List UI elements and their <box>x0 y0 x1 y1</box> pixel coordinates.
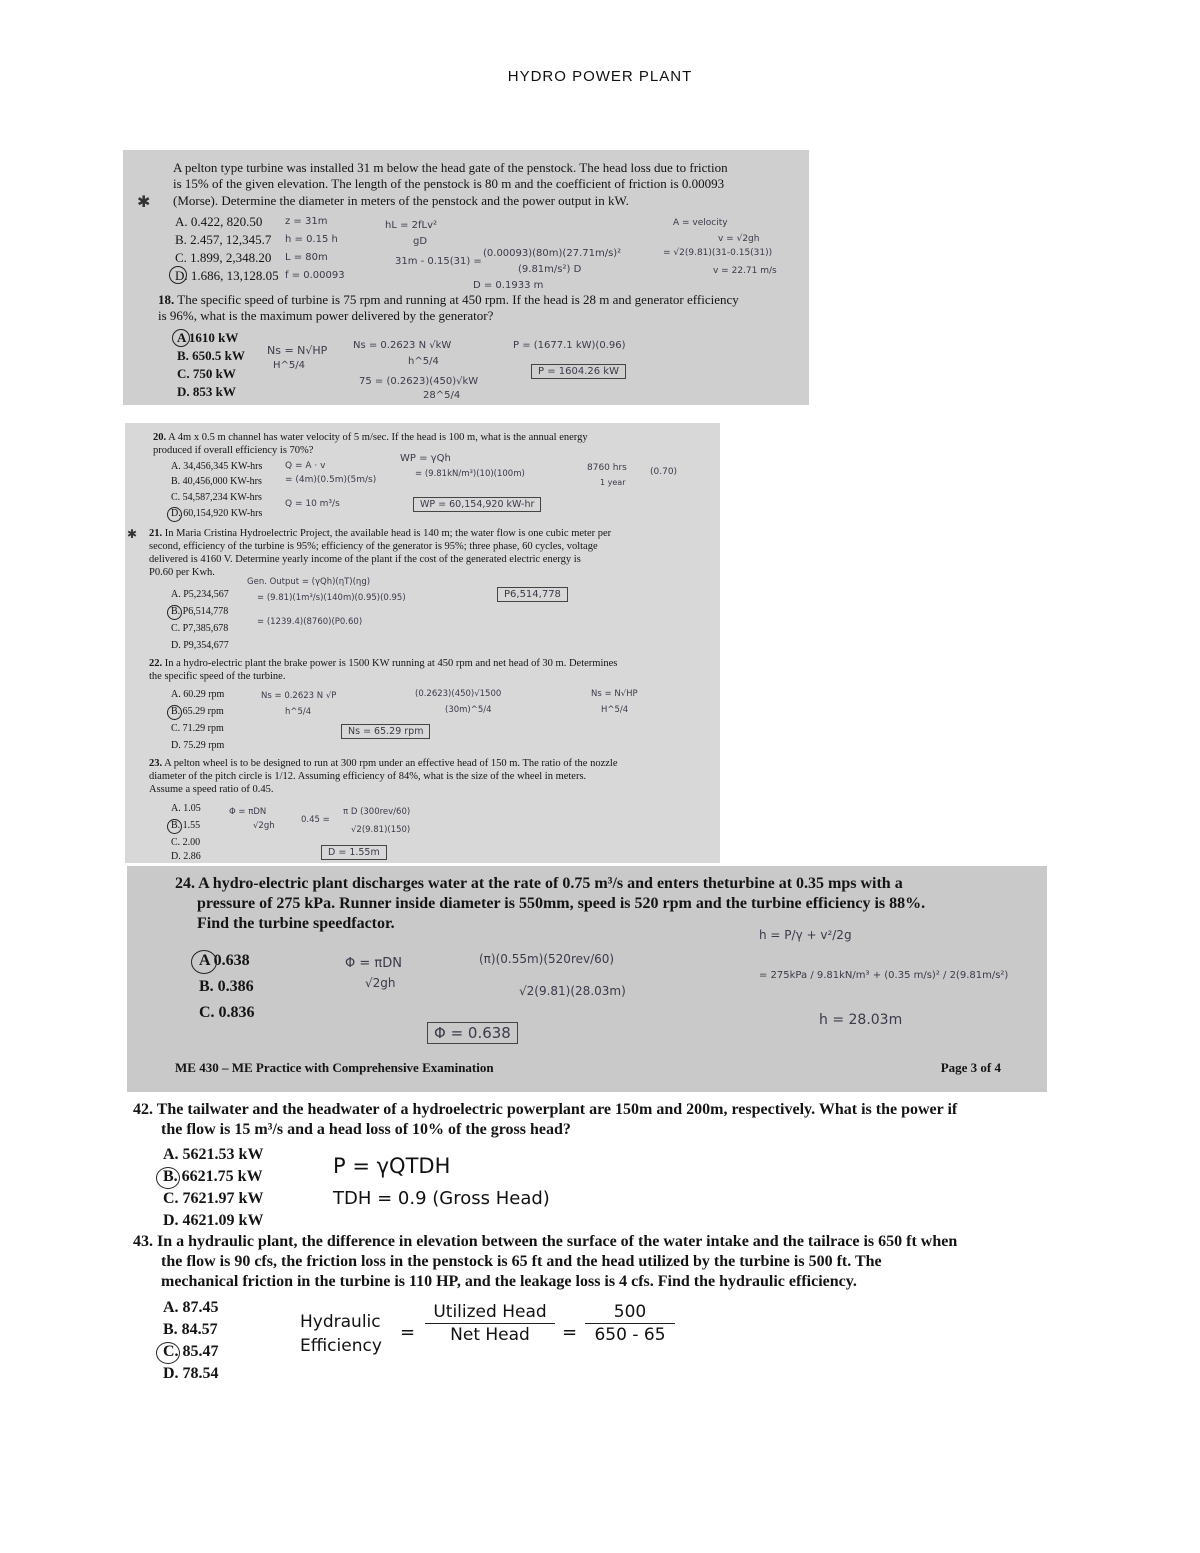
star-mark-icon: ✱ <box>137 192 151 211</box>
scanned-photo-2 <box>125 423 720 863</box>
hw-note: 1 year <box>600 478 626 487</box>
q22-option-d: D. 75.29 rpm <box>171 740 225 751</box>
hw-note: Q = A · v <box>285 461 326 471</box>
question-24-stem-3: Find the turbine speedfactor. <box>197 915 395 932</box>
question-21-stem-1: In Maria Cristina Hydroelectric Project, the available head is 140 m; the water flow is one cubic meter per <box>164 528 612 539</box>
question-42-number: 42. <box>133 1101 153 1118</box>
question-21-number: 21. <box>149 528 163 539</box>
q20-option-d: D. 60,154,920 KW-hrs <box>171 508 263 519</box>
q21-option-b: B. P6,514,778 <box>171 606 229 617</box>
question-21 <box>149 527 709 580</box>
hw-note: = (1239.4)(8760)(P0.60) <box>257 617 363 627</box>
hw-note: TDH = 0.9 (Gross Head) <box>333 1188 550 1209</box>
hw-note: √2(9.81)(150) <box>351 825 411 835</box>
hw-note: = (4m)(0.5m)(5m/s) <box>285 475 377 485</box>
question-22-stem-2: the specific speed of the turbine. <box>149 671 286 683</box>
answer-circle <box>156 1167 180 1189</box>
hw-note: v = √2gh <box>718 234 760 244</box>
answer-circle <box>167 819 182 834</box>
question-23-stem-3: Assume a speed ratio of 0.45. <box>149 784 274 796</box>
question-24-stem-1: A hydro-electric plant discharges water at the rate of 0.75 m³/s and enters theturbine at 0.35 mps with a <box>198 875 903 892</box>
hw-note: Φ = πDN <box>229 807 267 817</box>
hw-note: Q = 10 m³/s <box>285 499 340 509</box>
question-43-number: 43. <box>133 1233 153 1250</box>
question-17-stem-1: A pelton type turbine was installed 31 m below the head gate of the penstock. The head loss due to friction <box>173 160 728 175</box>
question-17-stem-3: (Morse). Determine the diameter in meters of the penstock and the power output in kW. <box>173 192 629 208</box>
question-24-number: 24. <box>175 875 195 892</box>
q23-option-a: A. 1.05 <box>171 803 201 814</box>
q18-option-b: B. 650.5 kW <box>177 348 245 363</box>
hw-note: h = 28.03m <box>819 1012 903 1028</box>
answer-circle <box>191 950 217 974</box>
hw-note: (30m)^5/4 <box>445 705 492 715</box>
q23-option-b: B. 1.55 <box>171 820 201 831</box>
hw-note: = (9.81)(1m³/s)(140m)(0.95)(0.95) <box>257 593 406 603</box>
q17-option-c: C. 1.899, 2,348.20 <box>175 250 272 265</box>
question-20-stem-1: A 4m x 0.5 m channel has water velocity of 5 m/sec. If the head is 100 m, what is the annual energy <box>168 432 588 443</box>
hw-fraction-1 <box>425 1302 555 1345</box>
page-title: HYDRO POWER PLANT <box>507 68 693 85</box>
question-24-stem-2: pressure of 275 kPa. Runner inside diameter is 550mm, speed is 520 rpm and the turbine efficiency is 88%. <box>197 895 926 912</box>
hw-note: (0.2623)(450)√1500 <box>415 689 502 699</box>
question-18-stem-2: is 96%, what is the maximum power delivered by the generator? <box>158 308 494 324</box>
hw-note: h = 0.15 h <box>285 234 338 245</box>
star-mark-icon: ✱ <box>127 527 138 541</box>
hw-note: Φ = πDN <box>345 956 402 971</box>
scanned-photo-1 <box>123 150 809 405</box>
hw-note: Ns = N√HP <box>591 689 638 699</box>
question-22-stem-1: In a hydro-electric plant the brake power is 1500 KW running at 450 rpm and net head of 30 m. Determines <box>164 658 618 669</box>
answer-circle <box>156 1342 180 1364</box>
q43-option-b: B. 84.57 <box>163 1321 218 1338</box>
hw-note: Ns = 0.2623 N √P <box>261 691 337 701</box>
answer-circle <box>167 605 182 620</box>
hw-note: (π)(0.55m)(520rev/60) <box>479 952 615 966</box>
question-21-stem-3: delivered is 4160 V. Determine yearly income of the plant if the cost of the generated electric energy is <box>149 554 581 566</box>
page-number: Page 3 of 4 <box>940 1060 1001 1075</box>
q17-option-b: B. 2.457, 12,345.7 <box>175 232 272 247</box>
hw-note: = √2(9.81)(31-0.15(31)) <box>663 248 773 258</box>
question-43-stem-3: mechanical friction in the turbine is 110 HP, and the leakage loss is 4 cfs. Find the hydraulic efficiency. <box>161 1273 857 1290</box>
question-22 <box>149 657 709 683</box>
question-23-stem-2: diameter of the pitch circle is 1/12. Assuming efficiency of 84%, what is the size of the wheel in meters. <box>149 771 587 783</box>
q43-option-a: A. 87.45 <box>163 1299 219 1316</box>
q24-option-b: B. 0.386 <box>199 978 254 995</box>
hw-note: = 275kPa / 9.81kN/m³ + (0.35 m/s)² / 2(9.81m/s²) <box>759 970 1009 981</box>
question-23-stem-1: A pelton wheel is to be designed to run at 300 rpm under an effective head of 150 m. The ratio of the nozzle <box>164 758 618 769</box>
hw-answer-box: WP = 60,154,920 kW-hr <box>413 497 541 512</box>
hw-note: z = 31m <box>285 216 328 227</box>
hw-note: h = P/γ + v²/2g <box>759 928 852 942</box>
hw-note: √2gh <box>253 821 275 831</box>
hw-note: hL = 2fLv² <box>385 220 438 231</box>
hw-note: (0.70) <box>650 467 678 477</box>
hw-note: Ns = N√HP <box>267 344 328 357</box>
hw-answer-box: D = 1.55m <box>321 845 387 860</box>
answer-circle <box>167 507 182 522</box>
q24-option-a: A 0.638 <box>199 952 250 969</box>
question-23-number: 23. <box>149 758 163 769</box>
hw-note: Ns = 0.2623 N √kW <box>353 340 452 351</box>
hw-note: π D (300rev/60) <box>343 807 411 817</box>
hw-note: √2gh <box>365 976 396 990</box>
hw-note: h^5/4 <box>408 356 439 367</box>
scanned-photo-3 <box>127 866 1047 1092</box>
question-20-number: 20. <box>153 432 167 443</box>
hw-note: 28^5/4 <box>423 390 461 401</box>
hw-note: (9.81m/s²) D <box>518 264 582 275</box>
hw-note: Gen. Output = (γQh)(ηT)(ηg) <box>247 577 371 587</box>
answer-circle <box>172 329 190 347</box>
q22-option-b: B. 65.29 rpm <box>171 706 224 717</box>
hw-answer-box: P = 1604.26 kW <box>531 364 626 379</box>
question-17-stem-2: is 15% of the given elevation. The length of the penstock is 80 m and the coefficient of friction is 0.00093 <box>173 176 725 192</box>
hw-note: P = γQTDH <box>333 1154 451 1178</box>
q42-option-b: B. 6621.75 kW <box>163 1168 263 1185</box>
fraction-bar <box>585 1323 675 1324</box>
question-43 <box>133 1232 1083 1292</box>
question-24 <box>175 874 1035 934</box>
q24-option-c: C. 0.836 <box>199 1004 255 1021</box>
hw-answer-box: Ns = 65.29 rpm <box>341 724 430 739</box>
q18-option-d: D. 853 kW <box>177 384 236 399</box>
question-42 <box>133 1100 1083 1140</box>
hw-note: = (9.81kN/m³)(10)(100m) <box>415 469 525 479</box>
hw-note: A = velocity <box>673 218 728 228</box>
question-17 <box>173 160 803 209</box>
q21-option-a: A. P5,234,567 <box>171 589 229 600</box>
q18-option-a: A 1610 kW <box>177 330 239 345</box>
hw-note: H^5/4 <box>273 360 305 371</box>
fraction-bar <box>425 1323 555 1324</box>
hw-note: h^5/4 <box>285 707 312 717</box>
q22-option-c: C. 71.29 rpm <box>171 723 224 734</box>
q20-option-b: B. 40,456,000 KW-hrs <box>171 476 262 487</box>
hw-note: gD <box>413 236 428 247</box>
question-21-stem-4: P0.60 per Kwh. <box>149 567 215 579</box>
hw-note: 31m - 0.15(31) = <box>395 256 482 267</box>
question-18 <box>158 292 798 325</box>
hw-fraction-2 <box>585 1302 675 1345</box>
hw-answer-box: Φ = 0.638 <box>427 1022 518 1044</box>
q17-option-d: D. 1.686, 13,128.05 <box>175 268 279 283</box>
hw-note: Efficiency <box>300 1336 382 1356</box>
fraction-numerator: Utilized Head <box>433 1302 547 1322</box>
hw-note: H^5/4 <box>601 705 629 715</box>
q43-option-d: D. 78.54 <box>163 1365 219 1382</box>
q23-option-c: C. 2.00 <box>171 837 201 848</box>
q20-option-a: A. 34,456,345 KW-hrs <box>171 461 263 472</box>
hw-note: 0.45 = <box>301 815 330 825</box>
fraction-numerator: 500 <box>613 1302 647 1322</box>
question-20-stem-2: produced if overall efficiency is 70%? <box>153 445 314 457</box>
q22-option-a: A. 60.29 rpm <box>171 689 225 700</box>
q23-option-d: D. 2.86 <box>171 851 201 862</box>
q42-option-c: C. 7621.97 kW <box>163 1190 264 1207</box>
q42-option-a: A. 5621.53 kW <box>163 1146 264 1163</box>
q21-option-c: C. P7,385,678 <box>171 623 229 634</box>
q18-option-c: C. 750 kW <box>177 366 236 381</box>
fraction-denominator: 650 - 65 <box>594 1325 666 1345</box>
hw-note: L = 80m <box>285 252 328 263</box>
hw-answer-box: P6,514,778 <box>497 587 568 602</box>
q43-option-c: C. 85.47 <box>163 1343 219 1360</box>
question-43-stem-2: the flow is 90 cfs, the friction loss in the penstock is 65 ft and the head utilized by the turbine is 500 ft. The <box>161 1253 882 1270</box>
hw-note: (0.00093)(80m)(27.71m/s)² <box>483 248 622 259</box>
question-23 <box>149 757 709 796</box>
answer-circle <box>167 705 182 720</box>
question-22-number: 22. <box>149 658 163 669</box>
hw-note: D = 0.1933 m <box>473 280 544 291</box>
question-43-stem-1: In a hydraulic plant, the difference in elevation between the surface of the water intake and the tailrace is 650 ft when <box>157 1233 958 1250</box>
hw-note: P = (1677.1 kW)(0.96) <box>513 340 626 351</box>
hw-note: √2(9.81)(28.03m) <box>519 984 626 998</box>
answer-circle <box>169 266 187 284</box>
hw-note: 8760 hrs <box>587 463 627 473</box>
question-18-stem-1: The specific speed of turbine is 75 rpm and running at 450 rpm. If the head is 28 m and generator efficiency <box>177 292 739 307</box>
hw-note: 75 = (0.2623)(450)√kW <box>359 376 479 387</box>
q20-option-c: C. 54,587,234 KW-hrs <box>171 492 262 503</box>
question-42-stem-2: the flow is 15 m³/s and a head loss of 10% of the gross head? <box>161 1121 571 1138</box>
hw-note: WP = γQh <box>400 453 451 464</box>
hw-note: = <box>400 1322 416 1343</box>
hw-note: v = 22.71 m/s <box>713 266 777 276</box>
hw-note: f = 0.00093 <box>285 270 345 281</box>
q21-option-d: D. P9,354,677 <box>171 640 229 651</box>
question-42-stem-1: The tailwater and the headwater of a hydroelectric powerplant are 150m and 200m, respectively. What is the power if <box>156 1101 958 1118</box>
question-21-stem-2: second, efficiency of the turbine is 95%; efficiency of the generator is 95%; three phase, 60 cycles, voltage <box>149 541 598 553</box>
hw-note: Hydraulic <box>300 1312 381 1332</box>
q17-option-a: A. 0.422, 820.50 <box>175 214 263 229</box>
q42-option-d: D. 4621.09 kW <box>163 1212 264 1229</box>
question-18-number: 18. <box>158 292 175 307</box>
fraction-denominator: Net Head <box>450 1325 530 1345</box>
exam-footer-title: ME 430 – ME Practice with Comprehensive Examination <box>175 1060 494 1075</box>
hw-note: = <box>562 1322 578 1343</box>
